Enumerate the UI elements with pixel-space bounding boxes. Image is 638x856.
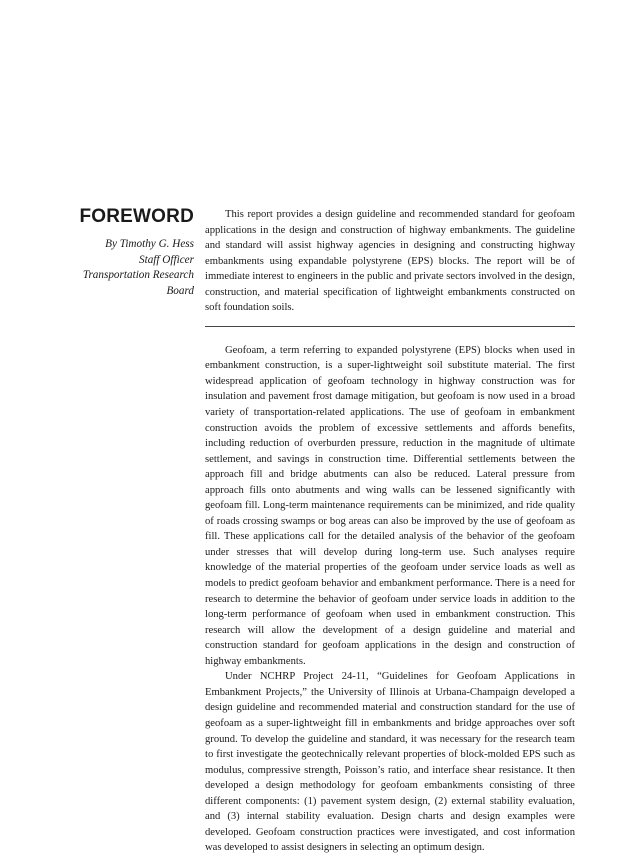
- intro-paragraph: This report provides a design guideline and recommended standard for geofoam applications in the design and construction of highway embankments. The guideline and standard will assist highway agencies in designing and constructing highway embankments using expandable polystyrene (EPS) blocks. The report will be of immediate interest to engineers in the public and private sectors involved in the design, construction, and material specification of lightweight embankments constructed on soft foundation soils.: [205, 209, 575, 314]
- intro-section: [205, 207, 575, 327]
- body-paragraph-geofoam: Geofoam, a term referring to expanded polystyrene (EPS) blocks when used in embankment construction, is a super-lightweight soil substitute material. The first widespread application of geofoam technology in highway construction was for insulation and pavement frost damage mitigation, but geofoam is now used in a broad variety of transportation-related applications. The use of geofoam in embankment construction avoids the problem of excessive settlements and affords benefits, including reduction of overburden pressure, reduction in the magnitude of ultimate settlement, and savings in construction time. Differential settlements between the approach fill and bridge abutments can also be reduced. Lateral pressure from approach fills onto abutments and wing walls can be lessened significantly with geofoam fill. Long-term maintenance requirements can be minimized, and ride quality of roads crossing swamps or bog areas can also be improved by the use of geofoam as fill. These applications call for the detailed analysis of the behavior of the geofoam under stresses that will develop during long-term use. Such analyses require knowledge of the material properties of the geofoam under service loads as well as models to predict geofoam behavior and embankment performance. There is a need for research to determine the behavior of geofoam under service loads in addition to the long-term performance of geofoam when used in embankment construction. This research will allow the development of a design guideline and material and construction standard for geofoam applications in the design and construction of highway embankments.: [205, 344, 575, 667]
- author-organization-line2: Board: [166, 284, 194, 297]
- foreword-body: [205, 207, 575, 856]
- author-organization: Transportation Research: [82, 269, 194, 282]
- author-role: Staff Officer: [139, 253, 194, 266]
- author-name: By Timothy G. Hess: [105, 238, 194, 250]
- author-byline: [56, 237, 194, 299]
- foreword-heading: FOREWORD: [79, 206, 194, 227]
- body-paragraph-nchrp-project: Under NCHRP Project 24-11, “Guidelines for Geofoam Applications in Embankment Projects,” the University of Illinois at Urbana-Champaign developed a design guideline and recommended material and construction standard for the use of geofoam as a super-lightweight fill in embankments and bridge approaches over soft ground. To develop the guideline and standard, it was necessary for the research team to first investigate the geotechnically relevant properties of block-molded EPS such as modulus, compressive strength, Poisson’s ratio, and interface shear resistance. It then developed a design methodology for geofoam embankments consisting of three different components: (1) pavement system design, (2) external stability evaluation, and (3) internal stability evaluation. Design charts and design examples were developed. Geofoam construction practices were investigated, and cost information was developed to assist designers in selecting an optimum design.: [205, 671, 575, 854]
- foreword-sidebar: [56, 206, 194, 299]
